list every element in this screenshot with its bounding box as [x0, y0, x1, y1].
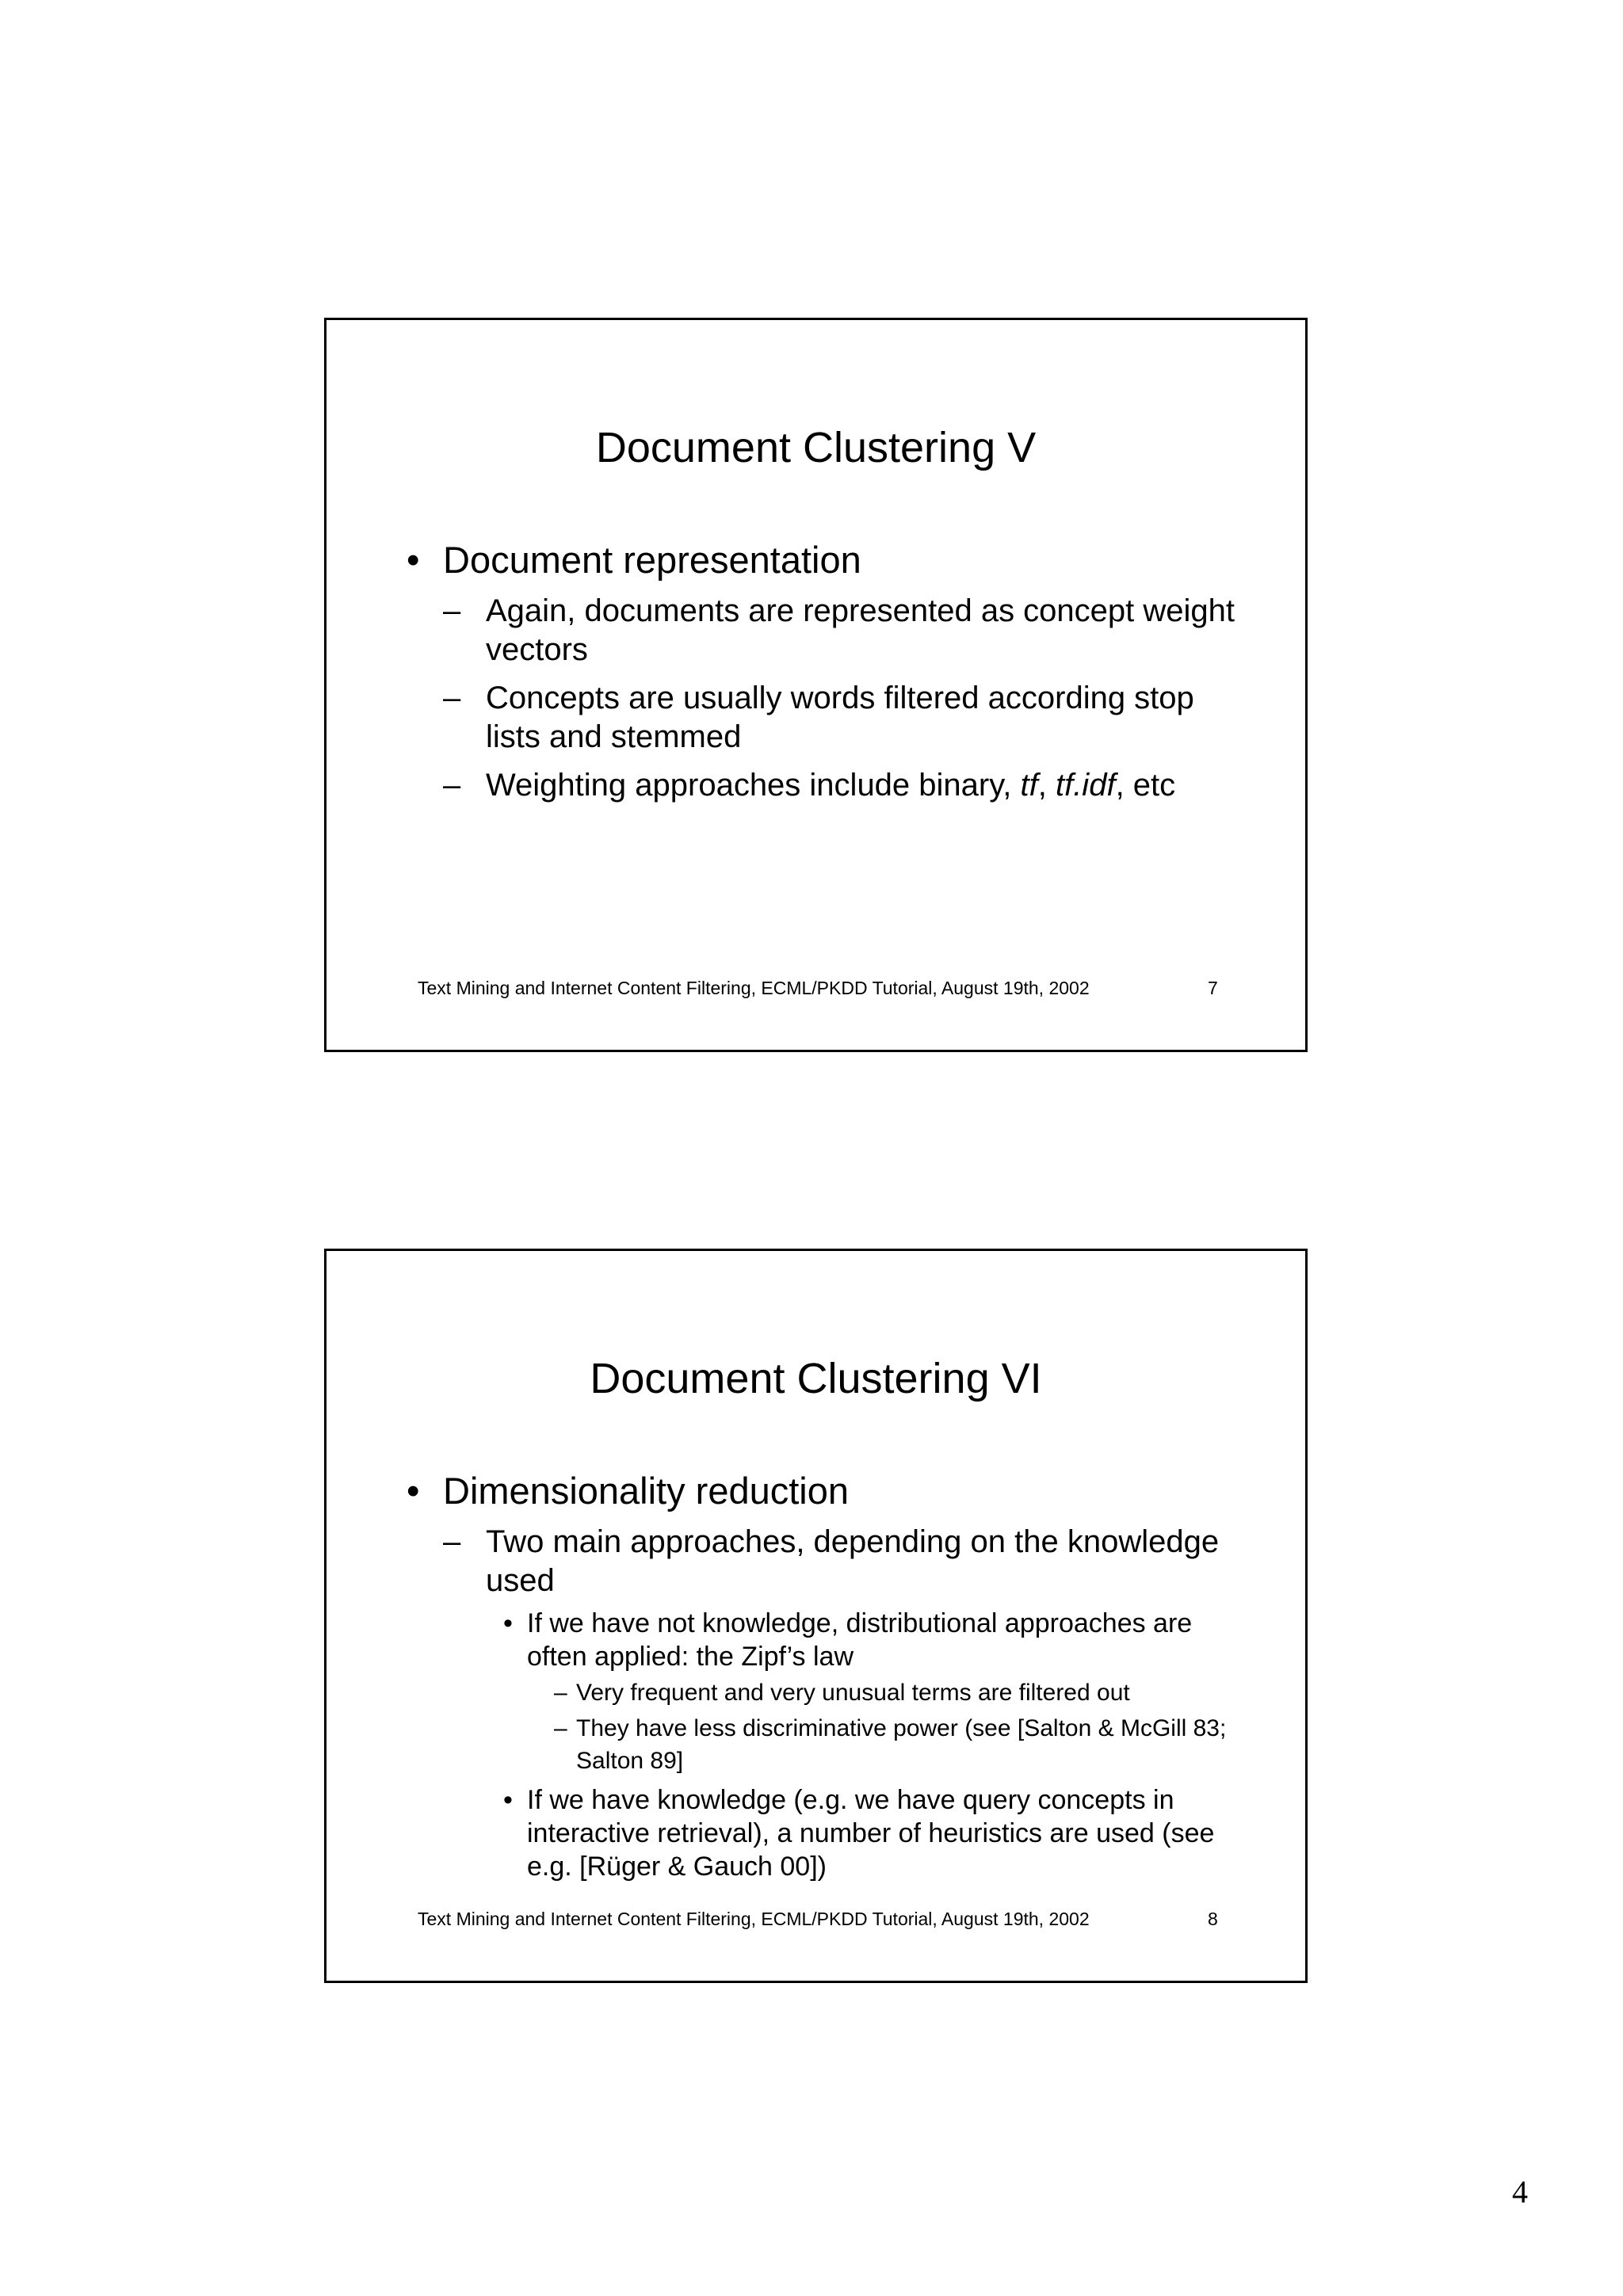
third-level-text: If we have not knowledge, distributional approaches are often applied: the Zipf’s law [527, 1608, 1193, 1672]
third-level-text: If we have knowledge (e.g. we have query concepts in interactive retrieval), a number of heuristics are used (see e.g. [Rüger & Gauch 00]) [527, 1785, 1215, 1882]
slide-title: Document Clustering VI [590, 1355, 1042, 1402]
bullet-icon: • [503, 1785, 513, 1815]
slide-footer: Text Mining and Internet Content Filtering, ECML/PKDD Tutorial, August 19th, 2002 [418, 978, 1090, 998]
tfidf-term: tf.idf [1055, 768, 1116, 803]
third-level-item [407, 1783, 1250, 1883]
tf-term: tf [1020, 768, 1038, 803]
sub-bullet-item [407, 1523, 1250, 1600]
dash-icon: – [443, 1524, 461, 1559]
fourth-level-text: Very frequent and very unusual terms are filtered out [576, 1680, 1130, 1706]
sub-bullet-text-suffix: , etc [1115, 768, 1176, 803]
dash-icon: – [443, 768, 461, 803]
slide-body [407, 1468, 1250, 1883]
sub-bullet-text: Again, documents are represented as concept weight vectors [486, 593, 1235, 667]
bullet-icon: • [503, 1608, 513, 1638]
third-level-item [407, 1607, 1250, 1673]
sub-bullet-item [407, 679, 1250, 757]
fourth-level-item [407, 1712, 1250, 1777]
sub-bullet-item [407, 766, 1250, 805]
bullet-icon: • [407, 1470, 420, 1512]
sub-bullet-text-prefix: Weighting approaches include binary, [486, 768, 1021, 803]
bullet-text: Dimensionality reduction [443, 1470, 850, 1512]
fourth-level-item [407, 1676, 1250, 1709]
dash-icon: – [554, 1680, 567, 1706]
page-number: 4 [1512, 2174, 1528, 2210]
bullet-item [407, 537, 1250, 582]
sub-bullet-item [407, 592, 1250, 669]
sub-bullet-text: Two main approaches, depending on the knowledge used [486, 1524, 1220, 1598]
bullet-item [407, 1468, 1250, 1513]
dash-icon: – [554, 1715, 567, 1741]
sub-bullet-text: Concepts are usually words filtered according stop lists and stemmed [486, 681, 1194, 754]
slide-footer: Text Mining and Internet Content Filtering, ECML/PKDD Tutorial, August 19th, 2002 [418, 1909, 1090, 1929]
bullet-text: Document representation [443, 539, 861, 581]
slide-number: 7 [1208, 978, 1218, 998]
slide-number: 8 [1208, 1909, 1218, 1929]
slide-body [407, 537, 1250, 805]
fourth-level-text: They have less discriminative power (see [Salton & McGill 83; Salton 89] [576, 1715, 1227, 1774]
slide-8 [324, 1249, 1308, 1983]
slide-title: Document Clustering V [595, 424, 1037, 471]
dash-icon: – [443, 681, 461, 715]
bullet-icon: • [407, 539, 420, 581]
dash-icon: – [443, 593, 461, 628]
slide-7 [324, 318, 1308, 1052]
separator: , [1037, 768, 1056, 803]
